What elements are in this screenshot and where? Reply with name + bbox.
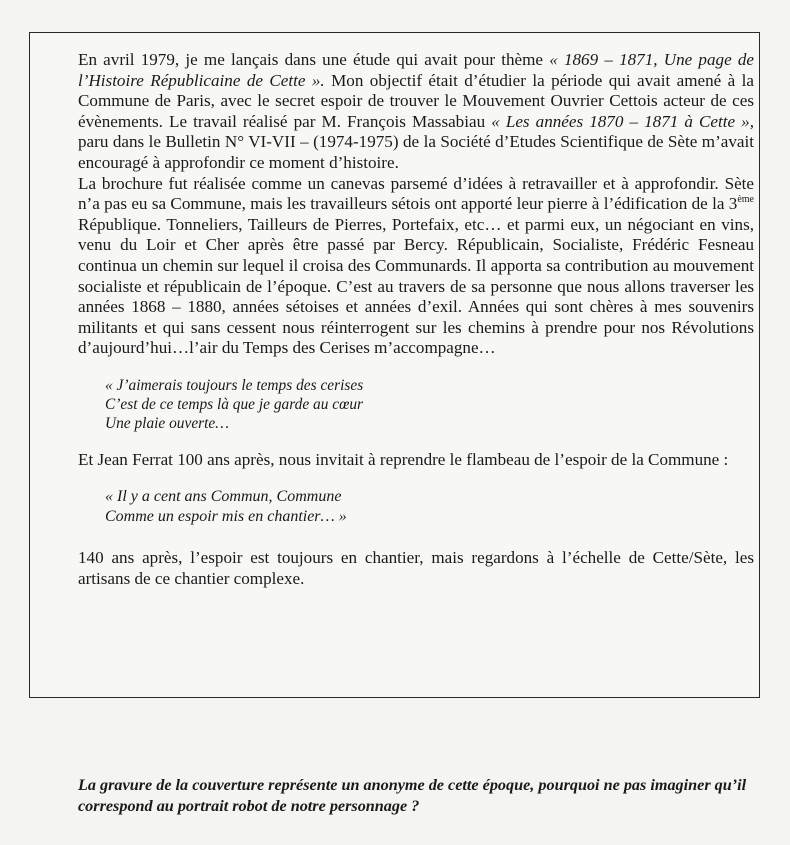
verse-line: C’est de ce temps là que je garde au cœur <box>105 396 364 414</box>
verse-line: Une plaie ouverte… <box>105 415 229 433</box>
text-run: République. Tonneliers, Tailleurs de Pierres, Portefaix, etc… et parmi eux, un négociant en vins, venu du Loir et Cher après être passé par Bercy. Républicain, Socialiste, Frédéric Fesneau continua un chemin sur lequel il croisa des Communards. Il apporta sa contribution au mouvement socialiste et républicain de l’époque. C’est au travers de sa personne que nous allons traverser les années 1868 – 1880, années sétoises et années d’exil. Années qui sont chères à mes souvenirs militants et qui sans cessent nous réinterrogent sur les chemins à prendre pour nos Révolutions d’aujourd’hui…l’air du Temps des Cerises m’accompagne… <box>78 214 754 358</box>
main-text <box>78 50 754 589</box>
paragraph-conclusion: 140 ans après, l’espoir est toujours en chantier, mais regardons à l’échelle de Cette/Sète, les artisans de ce chantier complexe. <box>78 548 754 588</box>
text-run: La brochure fut réalisée comme un canevas parsemé d’idées à retravailler et à approfondir. Sète n’a pas eu sa Commune, mais les travailleurs sétois ont apporté leur pierre à l’édification de la 3 <box>78 173 754 214</box>
text-run: Mon objectif était d’étudier la période qui avait amené à la Commune de Paris, avec le secret espoir de trouver le Mouvement Ouvrier Cettois acteur de ces évènements. Le travail réalisé par M. François Massabiau <box>78 70 754 131</box>
verse-line: « J’aimerais toujours le temps des cerises <box>105 376 364 394</box>
cover-caption: La gravure de la couverture représente un anonyme de cette époque, pourquoi ne pas imaginer qu’il correspond au portrait robot de notre personnage ? <box>78 776 747 815</box>
text-run: paru dans le Bulletin N° VI-VII – (1974-1975) de la Société d’Etudes Scientifique de Sète m’avait encouragé à approfondir ce moment d’histoire. <box>78 132 754 172</box>
paragraph-ferrat: Et Jean Ferrat 100 ans après, nous invitait à reprendre le flambeau de l’espoir de la Commune : <box>78 449 729 469</box>
paragraph-brochure <box>78 174 754 359</box>
verse-temps-des-cerises <box>78 376 754 434</box>
superscript: ème <box>737 194 754 206</box>
reference-title: « Les années 1870 – 1871 à Cette », <box>491 111 754 131</box>
verse-line: Comme un espoir mis en chantier… » <box>105 508 347 526</box>
text-run: En avril 1979, je me lançais dans une étude qui avait pour thème <box>78 50 550 69</box>
paragraph-intro <box>78 50 754 174</box>
study-title: « 1869 – 1871, Une page de l’Histoire Républicaine de Cette ». <box>78 50 754 90</box>
verse-ferrat <box>78 487 754 527</box>
verse-line: « Il y a cent ans Commun, Commune <box>105 488 342 506</box>
